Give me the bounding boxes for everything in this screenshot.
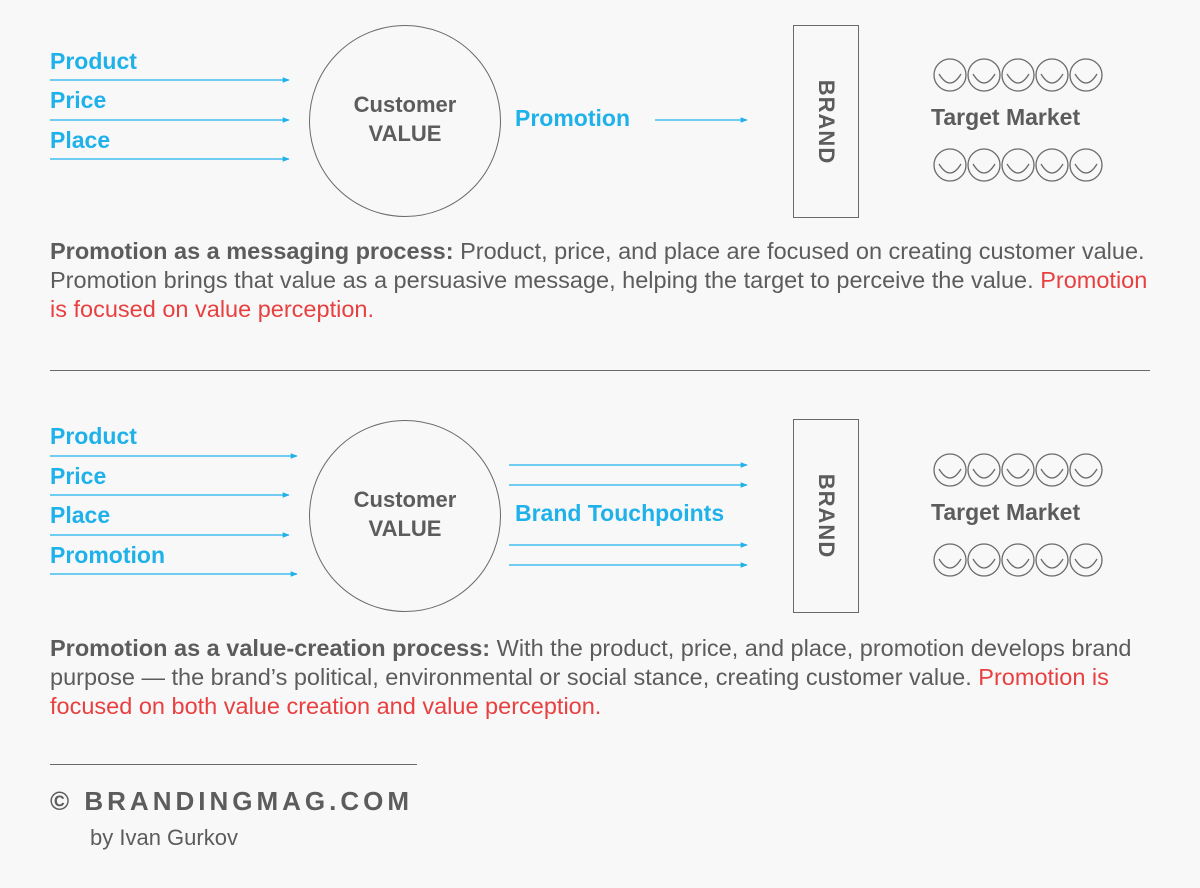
- smile-mouth-icon: [939, 559, 961, 568]
- bottom-cv-line1: Customer: [353, 487, 457, 512]
- top-brand-label: BRAND: [814, 79, 839, 164]
- smile-mouth-icon: [1007, 469, 1029, 478]
- top-target-faces-upper: [934, 59, 1102, 91]
- smiley-face-icon: [1070, 544, 1102, 576]
- top-target-faces-lower: [934, 149, 1102, 181]
- top-input-price: Price: [50, 87, 107, 113]
- smiley-face-icon: [1036, 59, 1068, 91]
- top-target-market-label: Target Market: [931, 104, 1081, 130]
- smiley-face-icon: [934, 59, 966, 91]
- top-promotion-label: Promotion: [515, 105, 630, 131]
- top-input-place: Place: [50, 127, 111, 153]
- smile-mouth-icon: [939, 74, 961, 83]
- smiley-face-icon: [968, 59, 1000, 91]
- smile-mouth-icon: [1075, 74, 1097, 83]
- smile-mouth-icon: [973, 469, 995, 478]
- bottom-brand-label: BRAND: [814, 473, 839, 559]
- smile-mouth-icon: [1075, 164, 1097, 173]
- smiley-face-icon: [968, 454, 1000, 486]
- smiley-face-icon: [934, 544, 966, 576]
- bottom-brand-touchpoints-label: Brand Touchpoints: [515, 500, 725, 526]
- smiley-face-icon: [1070, 454, 1102, 486]
- top-cv-line1: Customer: [353, 92, 457, 117]
- smile-mouth-icon: [1007, 74, 1029, 83]
- bottom-desc-body: With the product, price, and place, promotion develops brand purpose — the brand’s political, environmental or social stance, creating customer value.: [50, 635, 1132, 690]
- bottom-input-price: Price: [50, 463, 107, 489]
- smile-mouth-icon: [1041, 164, 1063, 173]
- smiley-face-icon: [968, 544, 1000, 576]
- smile-mouth-icon: [1007, 559, 1029, 568]
- smile-mouth-icon: [1041, 74, 1063, 83]
- smile-mouth-icon: [939, 469, 961, 478]
- top-cv-line2: VALUE: [368, 121, 442, 146]
- bottom-desc-highlight: Promotion is focused on both value creation and value perception.: [50, 664, 1109, 719]
- top-desc-body: Product, price, and place are focused on creating customer value. Promotion brings that value as a persuasive message, helping the target to perceive the value.: [50, 238, 1145, 293]
- smile-mouth-icon: [1007, 164, 1029, 173]
- smiley-face-icon: [934, 454, 966, 486]
- bottom-target-faces-upper: [934, 454, 1102, 486]
- smile-mouth-icon: [939, 164, 961, 173]
- smile-mouth-icon: [1075, 559, 1097, 568]
- bottom-target-faces-lower: [934, 544, 1102, 576]
- bottom-input-product: Product: [50, 423, 137, 449]
- bottom-target-market-label: Target Market: [931, 499, 1081, 525]
- author-byline: by Ivan Gurkov: [90, 825, 238, 850]
- bottom-desc-heading: Promotion as a value-creation process:: [50, 635, 491, 661]
- smile-mouth-icon: [1041, 469, 1063, 478]
- smile-mouth-icon: [973, 559, 995, 568]
- top-input-product: Product: [50, 48, 137, 74]
- smiley-face-icon: [1070, 149, 1102, 181]
- smiley-face-icon: [1036, 149, 1068, 181]
- smiley-face-icon: [934, 149, 966, 181]
- top-desc-heading: Promotion as a messaging process:: [50, 238, 454, 264]
- top-desc-highlight: Promotion is focused on value perception.: [50, 267, 1148, 322]
- bottom-cv-line2: VALUE: [368, 516, 442, 541]
- smiley-face-icon: [1002, 454, 1034, 486]
- smiley-face-icon: [968, 149, 1000, 181]
- bottom-input-place: Place: [50, 502, 111, 528]
- smiley-face-icon: [1036, 454, 1068, 486]
- smiley-face-icon: [1070, 59, 1102, 91]
- copyright-mark: © BRANDINGMAG.COM: [50, 786, 414, 816]
- smile-mouth-icon: [1041, 559, 1063, 568]
- smiley-face-icon: [1002, 544, 1034, 576]
- smiley-face-icon: [1002, 149, 1034, 181]
- bottom-input-promotion: Promotion: [50, 542, 165, 568]
- smile-mouth-icon: [973, 164, 995, 173]
- smile-mouth-icon: [1075, 469, 1097, 478]
- smile-mouth-icon: [973, 74, 995, 83]
- smiley-face-icon: [1002, 59, 1034, 91]
- smiley-face-icon: [1036, 544, 1068, 576]
